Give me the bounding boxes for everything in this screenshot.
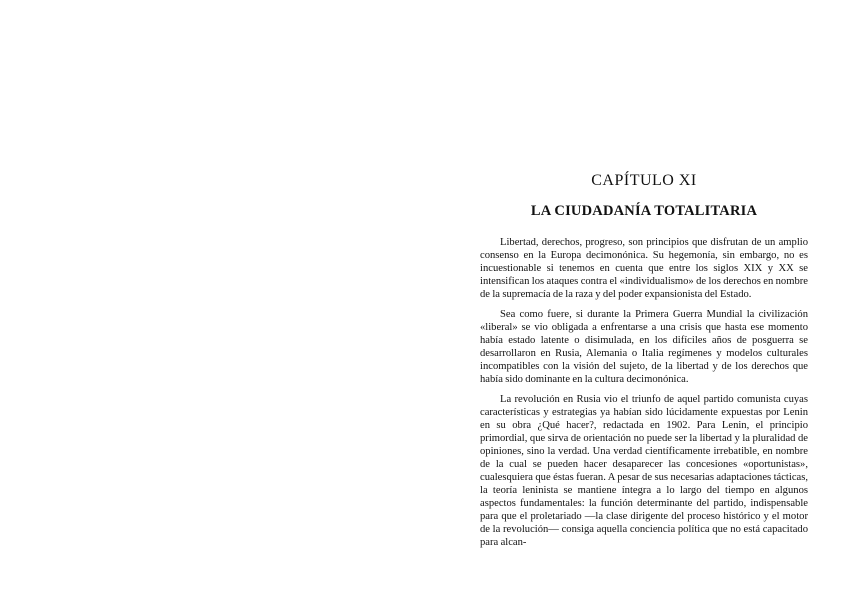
paragraph-3: La revolución en Rusia vio el triunfo de aquel partido comunista cuyas características y estrategias ya habían sido lúcidamente expuestas por Lenin en su obra ¿Qué hacer?, redactada en 1902. Para Lenin, el principio primordial, que sirva de orientación no puede ser la libertad y la pluralidad de opiniones, sino la verdad. Una verdad científicamente irrebatible, en nombre de la cual se pueden hacer desaparecer las concesiones «oportunistas», cualesquiera que éstas fueran. A pesar de sus necesarias adaptaciones tácticas, la teoría leninista se mantiene íntegra a lo largo del tiempo en algunos aspectos fundamentales: la función determinante del partido, indispensable para que el proletariado —la clase dirigente del proceso histórico y el motor de la revolución— consiga aquella conciencia política que no está capacitado para alcan- bbox=[480, 394, 808, 548]
chapter-body bbox=[480, 236, 808, 549]
paragraph-1: Libertad, derechos, progreso, son principios que disfrutan de un amplio consenso en la Europa decimonónica. Su hegemonía, sin embargo, no es incuestionable si tenemos en cuenta que entre los siglos XIX y XX se intensifican los ataques contra el «individualismo» de los derechos en nombre de la supremacía de la raza y del poder expansionista del Estado. bbox=[480, 237, 808, 300]
chapter-title: LA CIUDADANÍA TOTALITARIA bbox=[530, 203, 758, 219]
paragraph-2: Sea como fuere, si durante la Primera Guerra Mundial la civilización «liberal» se vio obligada a enfrentarse a una crisis que hasta ese momento había estado latente o disimulada, en los difíciles años de posguerra se desarrollaron en Rusia, Alemania o Italia regímenes y modelos culturales incompatibles con la visión del sujeto, de la libertad y de los derechos que había sido dominante en la cultura decimonónica. bbox=[480, 309, 808, 385]
right-page bbox=[480, 0, 808, 600]
chapter-number: CAPÍTULO XI bbox=[591, 172, 697, 189]
